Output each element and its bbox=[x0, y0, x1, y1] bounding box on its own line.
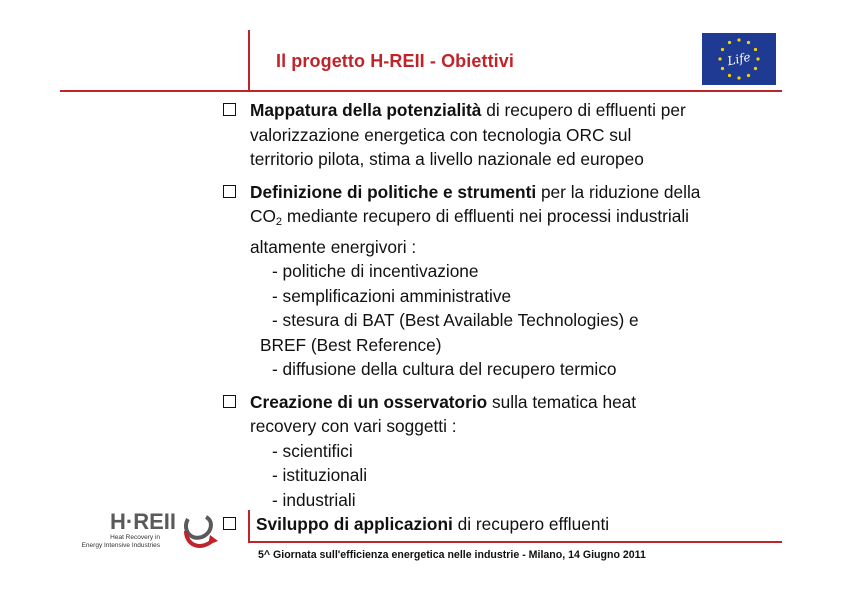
header-vertical-rule bbox=[248, 30, 250, 92]
logo-tagline-1: Heat Recovery in bbox=[110, 534, 160, 541]
recovery-arrow-grey-icon bbox=[186, 517, 211, 538]
bullet-text: sulla tematica heat bbox=[487, 391, 637, 412]
bullet-text: altamente energivori : bbox=[250, 236, 417, 257]
logo-tagline-2: Energy Intensive Industries bbox=[81, 542, 160, 549]
eu-life-logo bbox=[702, 33, 776, 85]
hreii-logo bbox=[80, 505, 220, 555]
bullet-line bbox=[250, 180, 782, 205]
bullet-line bbox=[250, 98, 782, 123]
bullet-line bbox=[222, 514, 609, 534]
bullet-text: mediante recupero di effluenti nei processi industriali bbox=[282, 206, 690, 226]
sub-item: - diffusione della cultura del recupero termico bbox=[272, 359, 617, 379]
sub-item: - semplificazioni amministrative bbox=[272, 285, 512, 306]
bullet-text: per la riduzione della bbox=[536, 181, 701, 202]
hreii-wordmark: H·REII bbox=[110, 509, 176, 534]
bullet-text: di recupero effluenti bbox=[452, 514, 610, 534]
bullet-text: valorizzazione energetica con tecnologia ORC sul bbox=[250, 124, 632, 145]
sub-item: - stesura di BAT (Best Available Technologies) e bbox=[272, 310, 639, 330]
bullet-text: di recupero di effluenti per bbox=[481, 100, 686, 120]
footer-text: 5^ Giornata sull'efficienza energetica nelle industrie - Milano, 14 Giugno 2011 bbox=[258, 549, 646, 561]
bullet-bold-text: Sviluppo di applicazioni bbox=[256, 514, 453, 534]
sub-item-continuation: BREF (Best Reference) bbox=[260, 334, 442, 355]
footer-horizontal-rule bbox=[248, 541, 782, 543]
bullet-text: territorio pilota, stima a livello nazionale ed europeo bbox=[250, 149, 644, 169]
bullet-item-mappatura bbox=[222, 98, 782, 172]
checkbox-bullet-icon bbox=[223, 517, 236, 530]
co2-subscript: 2 bbox=[275, 216, 283, 228]
bullet-list bbox=[222, 98, 782, 520]
life-wordmark: Life bbox=[726, 49, 752, 69]
bullet-line bbox=[250, 204, 782, 235]
arrowhead-icon bbox=[208, 535, 218, 545]
bullet-bold-text: Creazione di un osservatorio bbox=[250, 391, 488, 412]
bullet-line bbox=[250, 390, 782, 415]
bullet-item-sviluppo bbox=[222, 512, 609, 536]
sub-item: - politiche di incentivazione bbox=[272, 261, 479, 281]
sub-item: - scientifici bbox=[272, 440, 353, 461]
bullet-item-definizione bbox=[222, 180, 782, 382]
bullet-item-osservatorio bbox=[222, 390, 782, 513]
co2-text: CO bbox=[250, 206, 276, 226]
checkbox-bullet-icon bbox=[223, 395, 236, 408]
sub-item: - industriali bbox=[272, 489, 356, 510]
bullet-text: recovery con vari soggetti : bbox=[250, 416, 457, 436]
sub-item: - istituzionali bbox=[272, 465, 368, 485]
checkbox-bullet-icon bbox=[223, 185, 236, 198]
checkbox-bullet-icon bbox=[223, 103, 236, 116]
bullet-bold-text: Definizione di politiche e strumenti bbox=[250, 181, 537, 202]
bullet-bold-text: Mappatura della potenzialità bbox=[250, 100, 482, 120]
header-horizontal-rule bbox=[60, 90, 782, 92]
slide-title: Il progetto H-REII - Obiettivi bbox=[276, 51, 514, 71]
